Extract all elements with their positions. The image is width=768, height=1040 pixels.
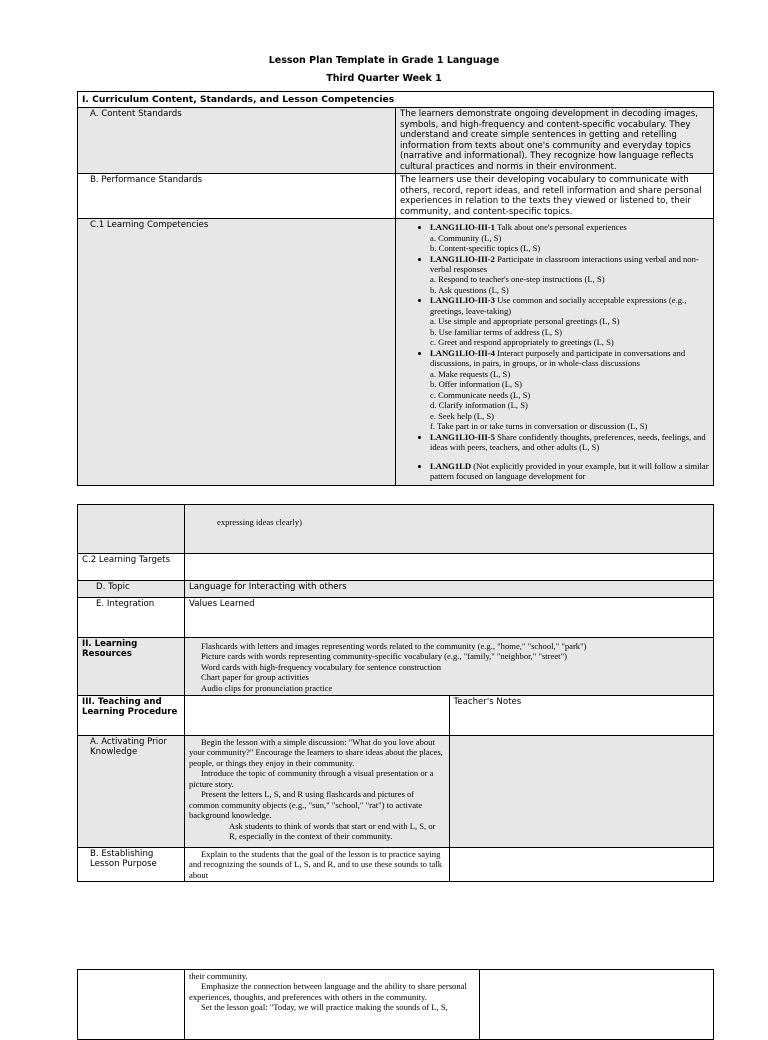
competency-sub-item: e. Seek help (L, S): [430, 410, 494, 421]
competency-sub-item: b. Offer information (L, S): [430, 379, 522, 390]
activating-notes-cell: [449, 736, 714, 848]
integration-value: Values Learned: [185, 598, 714, 638]
competency-sub-item: c. Communicate needs (L, S): [430, 389, 531, 400]
resource-item: Flashcards with letters and images representing words related to the community (e.g., "home," "school," "park"): [201, 641, 587, 651]
document-title: Lesson Plan Template in Grade 1 Language: [268, 55, 500, 66]
competency-item: • LANG1LIO-III-5 Share confidently thoughts, preferences, needs, feelings, and ideas with peers, teachers, and other adults (L, S): [430, 432, 709, 453]
competency-item: • LANG1LD (Not explicitly provided in your example, but it will follow a similar pattern focused on language development for: [430, 461, 709, 482]
competency-sub-item: f. Take part in or take turns in conversation or discussion (L, S): [430, 421, 648, 432]
purpose-notes-cell: [449, 848, 714, 882]
continuation-table: [77, 969, 714, 1040]
procedure-table: [77, 504, 714, 882]
competency-item: • LANG1LIO-III-2 Participate in classroom interactions using verbal and non-verbal responses a. Respond to teacher's one-step instructions (L, S) b. Ask questions (L, S): [430, 254, 709, 296]
resource-item: Audio clips for pronunciation practice: [201, 682, 333, 693]
learning-targets-label: C.2 Learning Targets: [78, 554, 185, 581]
activating-prior-knowledge-label: A. Activating Prior Knowledge: [78, 736, 185, 848]
resource-item: Word cards with high-frequency vocabulary for sentence construction: [201, 661, 442, 672]
content-standards-label: A. Content Standards: [78, 108, 396, 174]
competency-sub-item: b. Content-specific topics (L, S): [430, 243, 541, 254]
competency-item: • LANG1LIO-III-1 Talk about one's personal experiences a. Community (L, S) b. Content-specific topics (L, S): [430, 222, 709, 253]
competency-item: • LANG1LIO-III-3 Use common and socially acceptable expressions (e.g., greetings, leave-taking) a. Use simple and appropriate personal greetings (L, S) b. Use familiar terms of address (L, S) c. Greet and respond appropriately to greetings (L, S): [430, 295, 709, 347]
learning-resources-label: II. Learning Resources: [78, 638, 185, 696]
competency-sub-item: a. Make requests (L, S): [430, 368, 511, 379]
learning-competencies-list: [396, 219, 714, 486]
continuation-notes-cell: [480, 970, 714, 1040]
learning-targets-value: [185, 554, 714, 581]
topic-value: Language for Interacting with others: [185, 581, 714, 598]
integration-label: E. Integration: [78, 598, 185, 638]
competency-sub-item: b. Ask questions (L, S): [430, 284, 509, 295]
competency-sub-item: b. Use familiar terms of address (L, S): [430, 326, 562, 337]
performance-standards-label: B. Performance Standards: [78, 174, 396, 219]
document-subtitle: Third Quarter Week 1: [326, 73, 442, 84]
continuation-text: their community. Emphasize the connection between language and the ability to share personal experiences, thoughts, and preferences with others in the community. Set the lesson goal: "Today, we will practice making the sounds of L, S,: [185, 970, 480, 1040]
competency-sub-item: a. Community (L, S): [430, 232, 502, 243]
continued-label-cell: [78, 505, 185, 554]
resource-item: Chart paper for group activities: [201, 672, 309, 683]
competency-sub-item: a. Respond to teacher's one-step instructions (L, S): [430, 274, 605, 285]
competency-sub-item: a. Use simple and appropriate personal greetings (L, S): [430, 316, 620, 327]
competency-sub-item: d. Clarify information (L, S): [430, 400, 528, 411]
competency-item: • LANG1LIO-III-4 Interact purposely and participate in conversations and discussions, in pairs, in groups, or in whole-class discussions a. Make requests (L, S) b. Offer information (L, S) c. Communicate needs (L, S) d. Clarify information (L, S) e. Seek help (L, S) f. Take part in or take turns in conversation or discussion (L, S): [430, 348, 709, 432]
procedure-blank-cell: [185, 696, 450, 736]
curriculum-table: [77, 91, 714, 486]
content-standards-text: The learners demonstrate ongoing development in decoding images, symbols, and high-frequency and content-specific vocabulary. They understand and create simple sentences in getting and retelling information from texts about one's community and everyday topics (narrative and informational). They recognize how language reflects cultural practices and norms in their environment.: [396, 108, 714, 174]
continued-text: expressing ideas clearly): [185, 505, 714, 554]
teachers-notes-header: Teacher's Notes: [449, 696, 714, 736]
competency-sub-item: c. Greet and respond appropriately to greetings (L, S): [430, 337, 614, 348]
section-heading-curriculum: I. Curriculum Content, Standards, and Lesson Competencies: [78, 92, 714, 108]
topic-label: D. Topic: [78, 581, 185, 598]
learning-resources-list: [185, 638, 714, 696]
establishing-purpose-text: Explain to the students that the goal of the lesson is to practice saying and recognizing the sounds of L, S, and R, and to use these sounds to talk about: [185, 848, 450, 882]
activating-prior-knowledge-text: Begin the lesson with a simple discussion: "What do you love about your community?" Encourage the learners to share ideas about the places, people, or things they enjoy in their community. Introduce the topic of community through a visual presentation or a picture story. Present the letters L, S, and R using flashcards and pictures of common community objects (e.g., "sun," "school," "rat") to activate background knowledge. Ask students to think of words that start or end with L, S, or R, especially in the context of their community.: [185, 736, 450, 848]
resource-item: Picture cards with words representing community-specific vocabulary (e.g., "family," "neighbor," "street"): [201, 651, 567, 662]
procedure-label: III. Teaching and Learning Procedure: [78, 696, 185, 736]
continuation-label-cell: [78, 970, 185, 1040]
learning-competencies-label: C.1 Learning Competencies: [78, 219, 396, 486]
establishing-purpose-label: B. Establishing Lesson Purpose: [78, 848, 185, 882]
performance-standards-text: The learners use their developing vocabulary to communicate with others, record, report ideas, and retell information and share personal experiences in relation to the texts they viewed or listened to, their community, and content-specific topics.: [396, 174, 714, 219]
